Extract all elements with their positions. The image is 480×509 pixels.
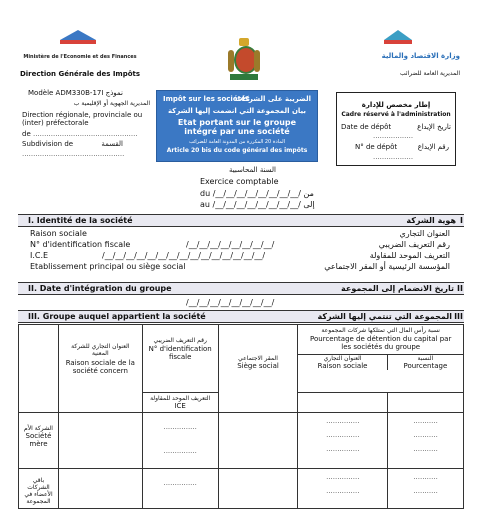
impot-ar: الضريبة على الشركات	[235, 95, 311, 103]
table-row-autres	[19, 469, 464, 509]
section-2-bar	[18, 282, 464, 295]
autres-pct-raison-cell[interactable]: ............... ...............	[298, 469, 388, 509]
autres-idf-cell[interactable]: ...............	[142, 469, 218, 509]
direction-fr: Direction régionale, provinciale ou (inter) préfectorale	[22, 111, 143, 127]
admin-title-fr: Cadre réservé à l'administration	[341, 111, 451, 118]
group-table	[18, 324, 464, 509]
idf-field[interactable]: /__/__/__/__/__/__/__/__/	[186, 240, 275, 249]
ice-label: I.C.E	[30, 251, 49, 260]
section-2-num-ar: II	[457, 284, 463, 293]
sub-raison-header: العنوان التجاري Raison sociale	[298, 355, 387, 371]
deposit-number-label: N° de dépôt	[355, 143, 398, 151]
section-1-num-ar: I	[460, 216, 463, 225]
section-1-title-ar: هوية الشركة	[406, 216, 456, 225]
siege-label-ar: المؤسسة الرئيسية أو المقر الاجتماعي	[324, 262, 450, 271]
raison-sociale-label-ar: العنوان التجاري	[399, 229, 450, 238]
exercice-ar: السنة المحاسبية	[228, 166, 276, 174]
section-1-bar	[18, 214, 464, 227]
ministry-name-ar: وزارة الاقتصاد والمالية	[381, 52, 460, 60]
deposit-number-label-ar: رقم الإيداع	[417, 143, 449, 151]
section-2-title-ar: تاريخ الانضمام إلى المجموعة	[341, 284, 454, 293]
section-3-title: III. Groupe auquel appartient la société	[28, 312, 206, 321]
ministry-name-fr: Ministère de l'Economie et des Finances	[23, 54, 137, 60]
coat-of-arms-icon	[224, 38, 264, 84]
direction-ar: المديرية الجهوية أو الإقليمية ب	[73, 100, 150, 107]
direction-de: de ...............................................	[22, 130, 138, 138]
bayan-ar: بيان المجموعة التي انضمت إليها الشركة	[167, 107, 307, 115]
deposit-date-dots: ..................	[373, 132, 414, 140]
col-idf-header: رقم التعريف الضريبي N° d'identification fiscale	[142, 325, 218, 393]
admin-reserved-box	[336, 92, 456, 166]
col-raison-header: العنوان التجاري للشركة المعنية Raison sociale de la société concern	[58, 325, 142, 413]
article-fr: Article 20 bis du code général des impôts	[166, 147, 308, 154]
deposit-date-label-ar: تاريخ الإيداع	[417, 123, 451, 131]
autres-raison-cell[interactable]	[58, 469, 142, 509]
admin-title-ar: إطار مخصص للإدارة	[361, 101, 431, 109]
ice-field[interactable]: /__/__/__/__/__/__/__/__/__/__/__/__/__/__/__/	[102, 251, 266, 260]
etat-fr: Etat portant sur le groupe intégré par une société	[177, 118, 297, 136]
subdivision: Subdivision de القسمة	[22, 140, 123, 148]
sub-pct-header: النسبة Pourcentage	[387, 355, 463, 371]
mere-siege-cell[interactable]	[218, 413, 298, 469]
impot-fr: Impôt sur les sociétés	[163, 95, 250, 103]
col-ice-header: التعريف الموحد للمقاولة ICE	[142, 393, 218, 413]
section-3-title-ar: المجموعة التي تنتمي إليها الشركة	[317, 312, 452, 321]
ministry-logo	[60, 30, 96, 44]
ice-label-ar: التعريف الموحد للمقاولة	[369, 251, 450, 260]
row-mere-label: الشركة الأم Société mère	[19, 413, 59, 469]
section-3-bar	[18, 310, 464, 323]
form-title-box	[156, 90, 318, 162]
article-ar: المادة 20 المكررة من المدونة العامة للضرائب	[188, 139, 285, 145]
row-autres-label: باقي الشركات الأعضاء في المجموعة	[19, 469, 59, 509]
deposit-number-dots: ..................	[373, 153, 414, 161]
mere-idf-cell[interactable]: ............... ...............	[142, 413, 218, 469]
exercice-au-field[interactable]: /__/__/__/__/__/__/__/__/	[212, 200, 301, 209]
table-row-mere	[19, 413, 464, 469]
dgi-logo	[384, 30, 412, 44]
autres-pct-cell[interactable]: ........... ...........	[388, 469, 464, 509]
mere-pct-raison-cell[interactable]: ............... ............... ...............	[298, 413, 388, 469]
dgi-name-fr: Direction Générale des Impôts	[19, 70, 141, 78]
section-3-num-ar: III	[454, 312, 463, 321]
idf-label-ar: رقم التعريف الضريبي	[378, 240, 450, 249]
row-label-header	[19, 325, 59, 413]
exercice-au: au /__/__/__/__/__/__/__/__/ إلى	[200, 200, 315, 209]
exercice-du-field[interactable]: /__/__/__/__/__/__/__/__/	[212, 189, 301, 198]
mere-pct-cell[interactable]: ........... ........... ...........	[388, 413, 464, 469]
deposit-date-label: Date de dépôt	[341, 123, 392, 131]
exercice-du: du /__/__/__/__/__/__/__/__/ من	[200, 189, 314, 198]
col-siege-header: المقر الاجتماعي Siège social	[218, 325, 298, 413]
integration-date-field[interactable]: /__/__/__/__/__/__/__/__/	[186, 298, 275, 307]
model-number: Modèle ADM330B-17I نموذج	[28, 89, 123, 97]
autres-siege-cell[interactable]	[218, 469, 298, 509]
siege-label: Etablissement principal ou siège social	[30, 262, 186, 271]
section-1-title: I. Identité de la société	[28, 216, 133, 225]
exercice-fr: Exercice comptable	[200, 177, 279, 186]
mere-raison-cell[interactable]	[58, 413, 142, 469]
subdivision-dots: ..............................................	[22, 150, 125, 158]
section-2-title: II. Date d'intégration du groupe	[28, 284, 172, 293]
raison-sociale-label: Raison sociale	[30, 229, 87, 238]
dgi-name-ar: المديرية العامة للضرائب	[400, 70, 460, 77]
col-pct-header: نسبة رأس المال التي تمتلكها شركات المجموعة Pourcentage de détention du capital par les sociétés du groupe العنوان التجاري Raison sociale النسبة Pourcentage	[298, 325, 464, 393]
idf-label: N° d'identification fiscale	[30, 240, 131, 249]
